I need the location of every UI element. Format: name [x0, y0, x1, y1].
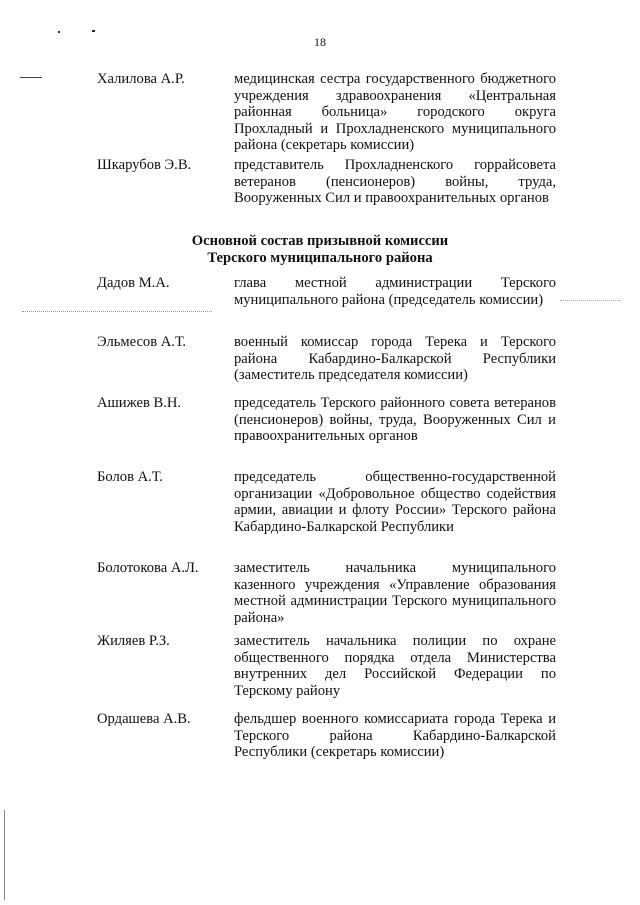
member-name: Болов А.Т.: [97, 469, 163, 485]
member-role: представитель Прохладненского горрайсовета ветеранов (пенсионеров) войны, труда, Вооруженных Сил и правоохранительных органов: [234, 157, 556, 207]
member-name: Эльмесов А.Т.: [97, 334, 187, 350]
member-name: Ашижев В.Н.: [97, 395, 182, 411]
section-heading-line: Основной состав призывной комиссии: [191, 233, 449, 249]
member-name: Ордашева А.В.: [97, 711, 191, 727]
scan-dash: [20, 77, 42, 78]
member-role: военный комиссар города Терека и Терского района Кабардино-Балкарской Республики (заместитель председателя комиссии): [234, 334, 556, 384]
section-heading-line: Терского муниципального района: [207, 249, 433, 266]
page-number: 18: [314, 35, 326, 49]
member-name: Болотокова А.Л.: [97, 560, 199, 576]
member-role: заместитель начальника муниципального казенного учреждения «Управление образования местной администрации Терского муниципального района»: [234, 560, 556, 626]
scan-speck: [92, 30, 95, 32]
member-name: Шкарубов Э.В.: [97, 157, 192, 173]
member-name: Халилова А.Р.: [97, 71, 185, 87]
member-role: глава местной администрации Терского муниципального района (председатель комиссии): [234, 275, 556, 308]
member-name: Дадов М.А.: [97, 275, 170, 291]
member-role: председатель Терского районного совета ветеранов (пенсионеров) войны, труда, Вооруженных Сил и правоохранительных органов: [234, 395, 556, 445]
member-name: Жиляев Р.З.: [97, 633, 170, 649]
member-role: фельдшер военного комиссариата города Терека и Терского района Кабардино-Балкарской Республики (секретарь комиссии): [234, 711, 556, 761]
scan-speck: [58, 31, 60, 33]
scan-dotted-line: [22, 311, 212, 312]
scan-dotted-line: [560, 300, 620, 301]
member-role: председатель общественно-государственной организации «Добровольное общество содействия армии, авиации и флоту России» Терского района Кабардино-Балкарской Республики: [234, 469, 556, 535]
member-role: заместитель начальника полиции по охране общественного порядка отдела Министерства внутренних дел Российской Федерации по Терскому району: [234, 633, 556, 699]
scan-edge-line: [4, 810, 5, 900]
section-heading: [0, 233, 640, 266]
member-role: медицинская сестра государственного бюджетного учреждения здравоохранения «Центральная районная больница» городского округа Прохладный и Прохладненского муниципального района (секретарь комиссии): [234, 71, 556, 154]
